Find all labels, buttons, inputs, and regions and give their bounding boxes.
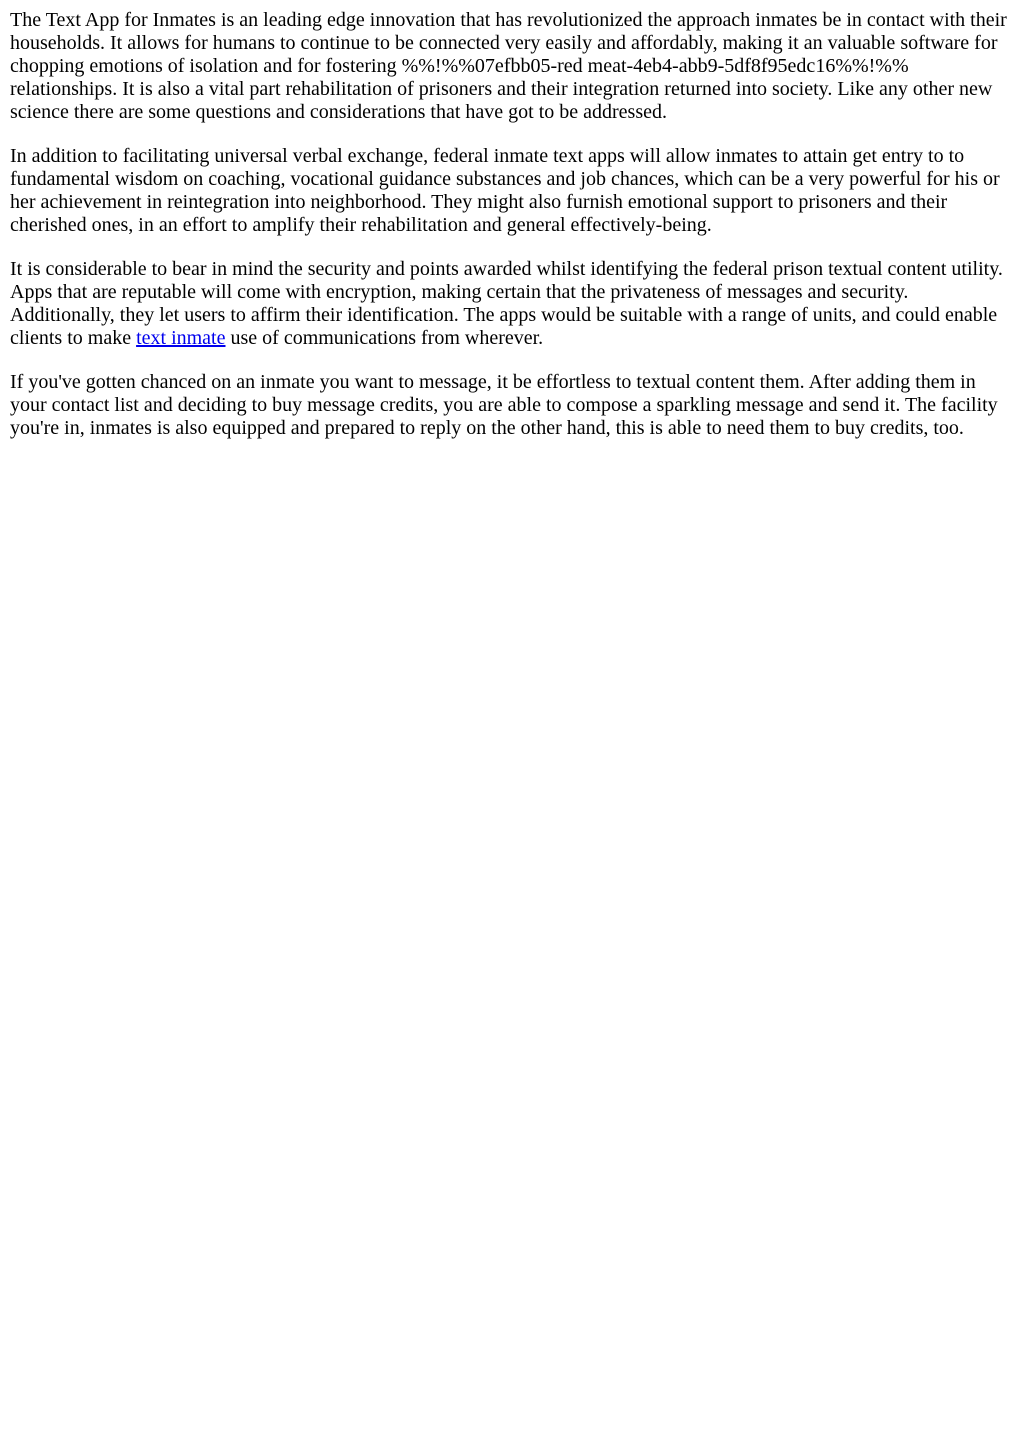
paragraph-communication: In addition to facilitating universal verbal exchange, federal inmate text apps will allow inmates to attain get entry to to fundamental wisdom on coaching, vocational guidance substances and job chances, which can be a very powerful for his or her achievement in reintegration into neighborhood. They might also furnish emotional support to prisoners and their cherished ones, in an effort to amplify their rehabilitation and general effectively-being. (10, 145, 1000, 236)
paragraph-messaging: If you've gotten chanced on an inmate you want to message, it be effortless to textual content them. After adding them in your contact list and deciding to buy message credits, you are able to compose a sparkling message and send it. The facility you're in, inmates is also equipped and prepared to reply on the other hand, this is able to need them to buy credits, too. (10, 371, 998, 439)
paragraph-security-text-before: It is considerable to bear in mind the security and points awarded whilst identifying the federal prison textual content utility. Apps that are reputable will come with encryption, making certain that the privateness of messages and security. Additionally, they let users to affirm their identification. The apps would be suitable with a range of units, and could enable clients to make (10, 258, 1003, 349)
paragraph-intro: The Text App for Inmates is an leading edge innovation that has revolutionized the approach inmates be in contact with their households. It allows for humans to continue to be connected very easily and affordably, making it an valuable software for chopping emotions of isolation and for fostering %%!%%07efbb05-red meat-4eb4-abb9-5df8f95edc16%%!%% relationships. It is also a vital part rehabilitation of prisoners and their integration returned into society. Like any other new science there are some questions and considerations that have got to be addressed. (10, 9, 1007, 123)
text-inmate-link[interactable]: text inmate (136, 327, 226, 349)
article-body (0, 0, 1024, 440)
paragraph-security-text-after: use of communications from wherever. (225, 327, 544, 349)
paragraph-security (10, 258, 1014, 350)
